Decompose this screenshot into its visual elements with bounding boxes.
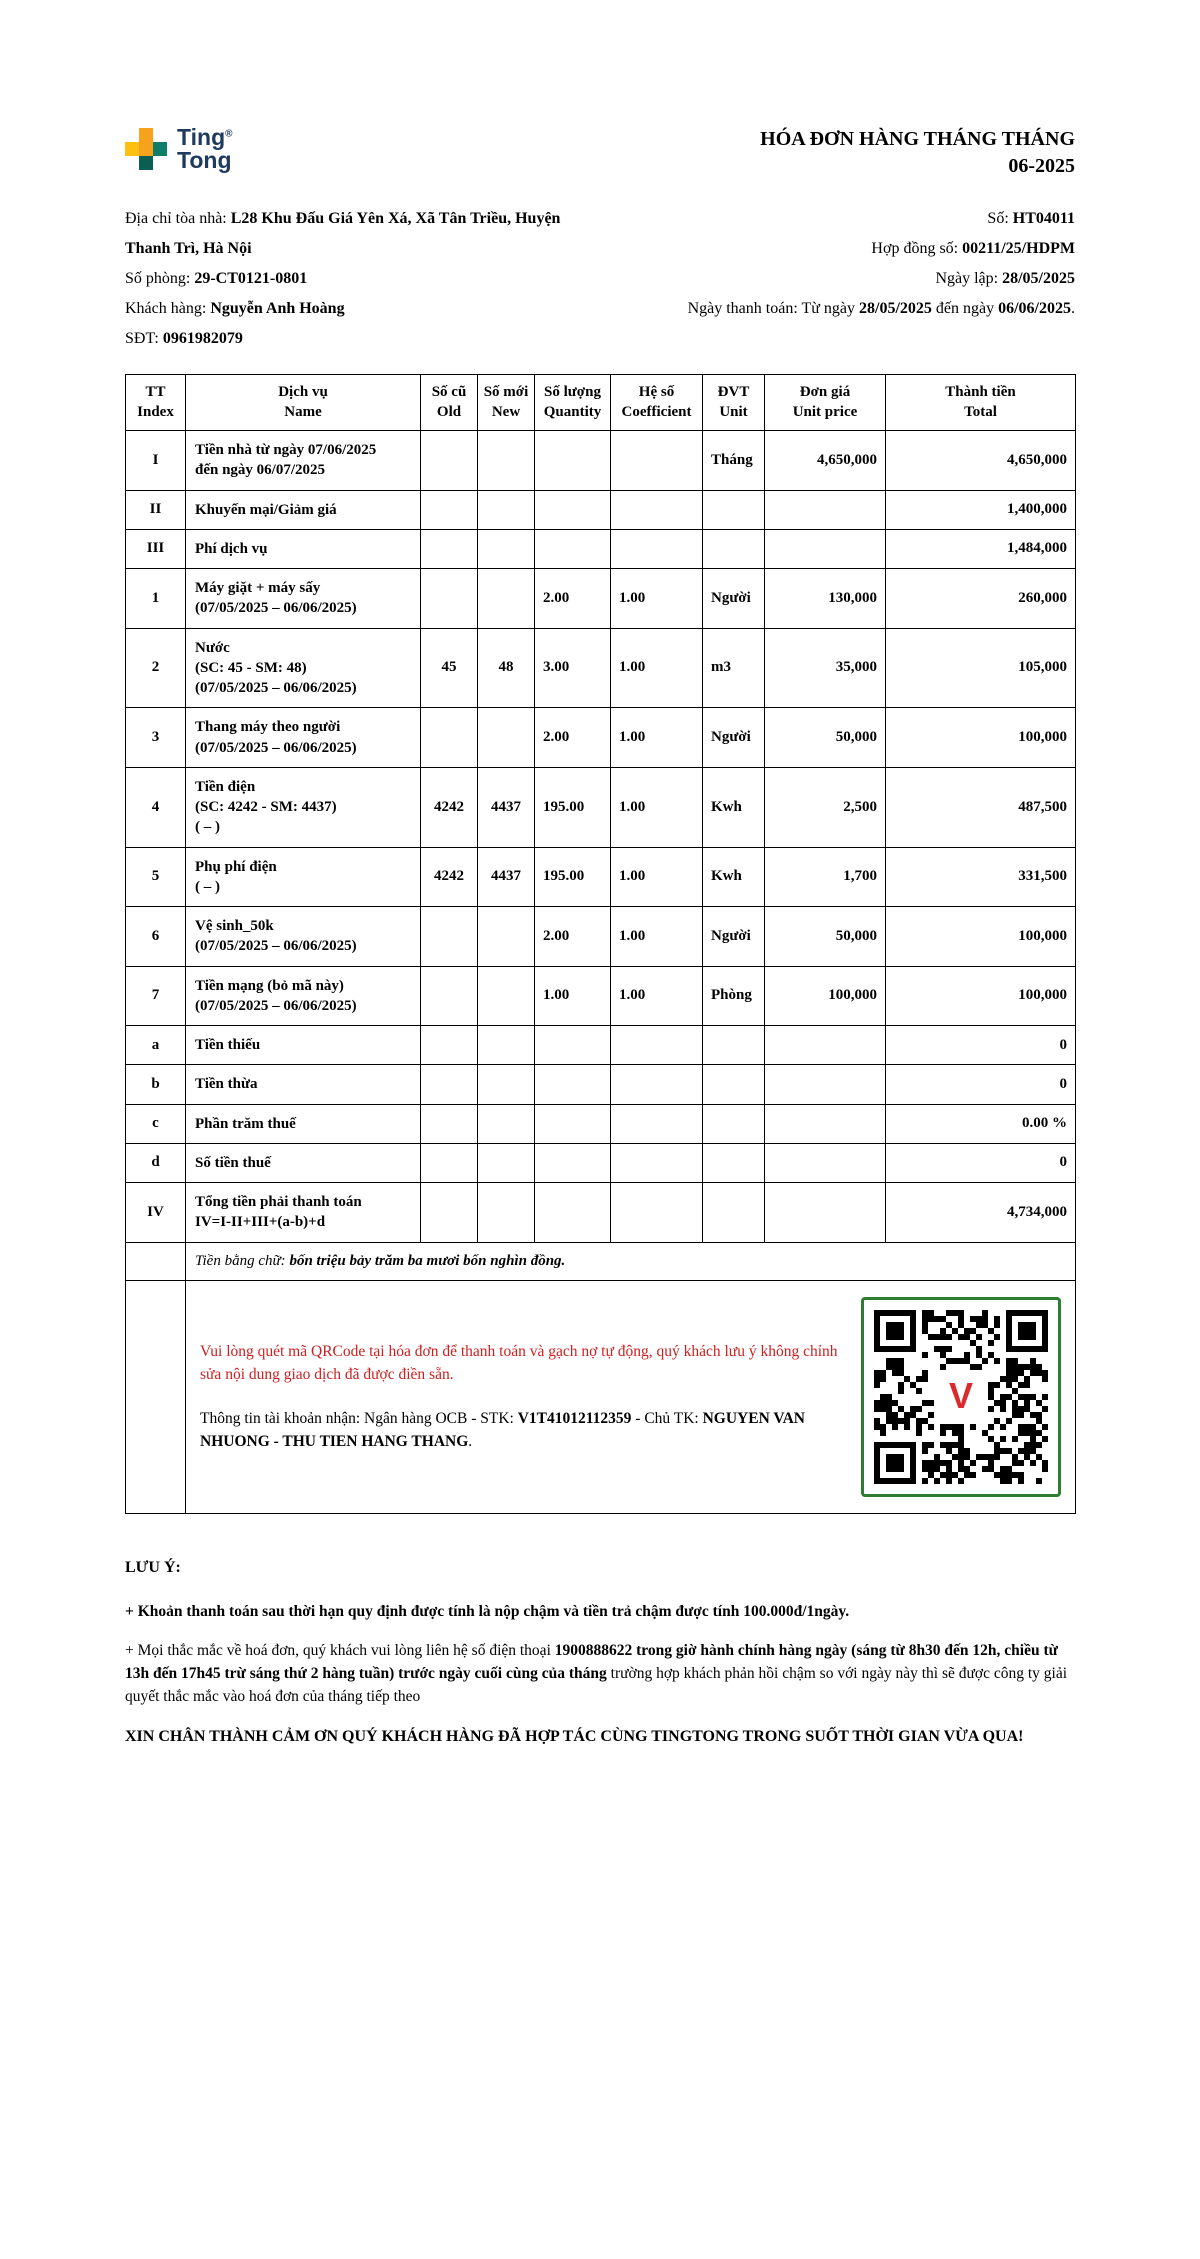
unit-price-cell: 4,650,000 <box>765 431 886 491</box>
old-reading-cell <box>421 708 478 768</box>
new-reading-cell <box>478 1104 535 1143</box>
service-name-cell <box>186 529 421 568</box>
table-row <box>126 1183 1076 1243</box>
row-index-cell: 7 <box>126 966 186 1026</box>
quantity-cell <box>535 431 611 491</box>
old-reading-cell <box>421 1065 478 1104</box>
unit-cell <box>703 1143 765 1182</box>
header-service: Dịch vụ Name <box>186 375 421 431</box>
unit-price-cell: 100,000 <box>765 966 886 1026</box>
quantity-cell <box>535 1026 611 1065</box>
total-cell: 1,400,000 <box>886 490 1076 529</box>
qr-instruction-text: Vui lòng quét mã QRCode tại hóa đơn để thanh toán và gạch nợ tự động, quý khách lưu ý không chỉnh sửa nội dung giao dịch đã được điền sẵn. <box>200 1343 838 1384</box>
table-row <box>126 966 1076 1026</box>
old-reading-cell <box>421 1104 478 1143</box>
table-row <box>126 1065 1076 1104</box>
header-old-reading: Số cũ Old <box>421 375 478 431</box>
phone-line: SĐT: 0961982079 <box>125 330 243 347</box>
row-index-cell: II <box>126 490 186 529</box>
service-name-line: Phí dịch vụ <box>195 540 268 557</box>
header-quantity: Số lượng Quantity <box>535 375 611 431</box>
invoice-info-right <box>595 204 1075 354</box>
empty-index-cell <box>126 1242 186 1280</box>
service-name-cell <box>186 847 421 907</box>
qr-code <box>861 1297 1061 1497</box>
payment-period-line: Ngày thanh toán: Từ ngày 28/05/2025 đến ngày 06/06/2025. <box>687 300 1075 317</box>
invoice-table-head <box>126 375 1076 431</box>
tingtong-logo <box>125 126 233 173</box>
unit-price-cell <box>765 1104 886 1143</box>
unit-price-cell <box>765 1065 886 1104</box>
table-row <box>126 1026 1076 1065</box>
total-cell: 331,500 <box>886 847 1076 907</box>
service-name-line: (SC: 45 - SM: 48) <box>195 659 307 676</box>
old-reading-cell <box>421 529 478 568</box>
table-row <box>126 708 1076 768</box>
new-reading-cell <box>478 966 535 1026</box>
quantity-cell: 2.00 <box>535 907 611 967</box>
coefficient-cell: 1.00 <box>611 569 703 629</box>
total-cell: 4,734,000 <box>886 1183 1076 1243</box>
service-name-cell <box>186 569 421 629</box>
payment-text-block <box>200 1340 841 1453</box>
payment-cell <box>186 1280 1076 1513</box>
coefficient-cell <box>611 1143 703 1182</box>
table-row <box>126 431 1076 491</box>
old-reading-cell <box>421 1183 478 1243</box>
new-reading-cell: 4437 <box>478 847 535 907</box>
header-index: TT Index <box>126 375 186 431</box>
old-reading-cell <box>421 490 478 529</box>
service-name-line: ( – ) <box>195 878 220 895</box>
new-reading-cell <box>478 1065 535 1104</box>
coefficient-cell: 1.00 <box>611 708 703 768</box>
invoice-table-footer <box>126 1242 1076 1513</box>
row-index-cell: 4 <box>126 767 186 847</box>
unit-price-cell <box>765 1143 886 1182</box>
coefficient-cell: 1.00 <box>611 966 703 1026</box>
room-number-line: Số phòng: 29-CT0121-0801 <box>125 270 308 287</box>
invoice-title: HÓA ĐƠN HÀNG THÁNG THÁNG 06-2025 <box>760 128 1075 177</box>
invoice-info <box>125 204 1075 354</box>
unit-price-cell: 130,000 <box>765 569 886 629</box>
quantity-cell <box>535 1143 611 1182</box>
table-row <box>126 847 1076 907</box>
footer-notes <box>125 1556 1075 1749</box>
invoice-number-line: Số: HT04011 <box>987 210 1075 227</box>
amount-in-words-label: Tiền bằng chữ: <box>195 1252 290 1269</box>
old-reading-cell <box>421 1026 478 1065</box>
thank-you-note: XIN CHÂN THÀNH CẢM ƠN QUÝ KHÁCH HÀNG ĐÃ HỢP TÁC CÙNG TINGTONG TRONG SUỐT THỜI GIAN VỪA QUA! <box>125 1727 1024 1745</box>
row-index-cell: d <box>126 1143 186 1182</box>
invoice-table <box>125 374 1076 1514</box>
service-name-line: IV=I-II+III+(a-b)+d <box>195 1214 326 1231</box>
old-reading-cell: 4242 <box>421 847 478 907</box>
unit-price-cell: 50,000 <box>765 708 886 768</box>
header-new-reading: Số mới New <box>478 375 535 431</box>
new-reading-cell: 48 <box>478 628 535 708</box>
contract-number-line: Hợp đồng số: 00211/25/HDPM <box>871 240 1075 257</box>
service-name-line: ( – ) <box>195 819 220 836</box>
total-cell: 487,500 <box>886 767 1076 847</box>
quantity-cell: 2.00 <box>535 708 611 768</box>
old-reading-cell: 4242 <box>421 767 478 847</box>
unit-cell <box>703 1104 765 1143</box>
service-name-cell <box>186 767 421 847</box>
quantity-cell: 195.00 <box>535 847 611 907</box>
svg-text:V: V <box>948 1374 974 1416</box>
unit-cell: m3 <box>703 628 765 708</box>
row-index-cell: 3 <box>126 708 186 768</box>
coefficient-cell <box>611 1183 703 1243</box>
service-name-cell <box>186 490 421 529</box>
quantity-cell: 1.00 <box>535 966 611 1026</box>
unit-price-cell <box>765 1183 886 1243</box>
unit-cell <box>703 529 765 568</box>
coefficient-cell: 1.00 <box>611 907 703 967</box>
old-reading-cell <box>421 431 478 491</box>
table-row <box>126 1143 1076 1182</box>
coefficient-cell <box>611 529 703 568</box>
service-name-cell <box>186 628 421 708</box>
old-reading-cell <box>421 569 478 629</box>
new-reading-cell <box>478 431 535 491</box>
coefficient-cell: 1.00 <box>611 628 703 708</box>
table-row <box>126 628 1076 708</box>
service-name-cell <box>186 966 421 1026</box>
table-row <box>126 1104 1076 1143</box>
quantity-cell <box>535 529 611 568</box>
service-name-line: Nước <box>195 639 230 656</box>
total-cell: 0.00 % <box>886 1104 1076 1143</box>
service-name-line: Tiền mạng (bỏ mã này) <box>195 977 344 994</box>
coefficient-cell <box>611 1026 703 1065</box>
row-index-cell: 5 <box>126 847 186 907</box>
old-reading-cell <box>421 966 478 1026</box>
unit-price-cell <box>765 490 886 529</box>
table-row <box>126 907 1076 967</box>
hotline-note: + Mọi thắc mắc về hoá đơn, quý khách vui lòng liên hệ số điện thoại 1900888622 trong giờ hành chính hàng ngày (sáng từ 8h30 đến 12h, chiều từ 13h đến 17h45 trừ sáng thứ 2 hàng tuần) trước ngày cuối cùng của tháng trường hợp khách phản hồi chậm so với ngày này thì sẽ được công ty giải quyết thắc mắc vào hoá đơn của tháng tiếp theo <box>125 1641 1068 1706</box>
service-name-cell <box>186 1143 421 1182</box>
empty-index-cell <box>126 1280 186 1513</box>
logo-text-line2: Tong <box>177 147 232 174</box>
coefficient-cell <box>611 490 703 529</box>
service-name-line: Thang máy theo người <box>195 719 341 736</box>
row-index-cell: b <box>126 1065 186 1104</box>
service-name-line: (07/05/2025 – 06/06/2025) <box>195 680 357 696</box>
quantity-cell <box>535 1183 611 1243</box>
quantity-cell: 195.00 <box>535 767 611 847</box>
total-cell: 105,000 <box>886 628 1076 708</box>
service-name-cell <box>186 1183 421 1243</box>
total-cell: 1,484,000 <box>886 529 1076 568</box>
coefficient-cell <box>611 1104 703 1143</box>
quantity-cell: 3.00 <box>535 628 611 708</box>
amount-in-words-value: bốn triệu bảy trăm ba mươi bốn nghìn đồng. <box>289 1252 566 1269</box>
new-reading-cell <box>478 569 535 629</box>
coefficient-cell <box>611 1065 703 1104</box>
total-cell: 4,650,000 <box>886 431 1076 491</box>
invoice-table-body <box>126 431 1076 1243</box>
invoice-info-left <box>125 204 595 354</box>
row-index-cell: 6 <box>126 907 186 967</box>
service-name-line: (07/05/2025 – 06/06/2025) <box>195 739 357 756</box>
registered-mark: ® <box>225 128 233 140</box>
table-row <box>126 569 1076 629</box>
customer-line: Khách hàng: Nguyễn Anh Hoàng <box>125 300 345 317</box>
service-name-line: Tiền nhà từ ngày 07/06/2025 <box>195 442 377 458</box>
invoice-page <box>125 0 1075 1749</box>
unit-cell <box>703 490 765 529</box>
unit-cell <box>703 1065 765 1104</box>
row-index-cell: 2 <box>126 628 186 708</box>
unit-cell: Phòng <box>703 966 765 1026</box>
new-reading-cell <box>478 1026 535 1065</box>
amount-in-words-cell <box>186 1242 1076 1280</box>
amount-in-words-row <box>126 1242 1076 1280</box>
qr-pattern <box>874 1310 1048 1484</box>
total-cell: 100,000 <box>886 966 1076 1026</box>
new-reading-cell <box>478 490 535 529</box>
service-name-line: Số tiền thuế <box>195 1154 271 1171</box>
header-unit: ĐVT Unit <box>703 375 765 431</box>
tingtong-logo-icon <box>125 128 167 170</box>
row-index-cell: c <box>126 1104 186 1143</box>
unit-price-cell: 50,000 <box>765 907 886 967</box>
service-name-cell <box>186 1065 421 1104</box>
old-reading-cell <box>421 1143 478 1182</box>
late-payment-note: + Khoản thanh toán sau thời hạn quy định được tính là nộp chậm và tiền trả chậm được tính 100.000đ/1ngày. <box>125 1602 850 1620</box>
row-index-cell: I <box>126 431 186 491</box>
total-cell: 0 <box>886 1065 1076 1104</box>
service-name-line: đến ngày 06/07/2025 <box>195 462 326 479</box>
service-name-line: (07/05/2025 – 06/06/2025) <box>195 938 357 955</box>
service-name-line: Tiền thiếu <box>195 1037 261 1053</box>
payment-row <box>126 1280 1076 1513</box>
service-name-line: Khuyến mại/Giảm giá <box>195 501 337 518</box>
unit-cell: Kwh <box>703 767 765 847</box>
service-name-cell <box>186 907 421 967</box>
unit-price-cell: 2,500 <box>765 767 886 847</box>
unit-cell <box>703 1026 765 1065</box>
coefficient-cell <box>611 431 703 491</box>
issue-date-line: Ngày lập: 28/05/2025 <box>935 270 1075 287</box>
quantity-cell <box>535 1104 611 1143</box>
service-name-cell <box>186 708 421 768</box>
service-name-cell <box>186 431 421 491</box>
unit-price-cell <box>765 529 886 568</box>
service-name-line: (SC: 4242 - SM: 4437) <box>195 799 337 815</box>
unit-cell: Người <box>703 708 765 768</box>
coefficient-cell: 1.00 <box>611 767 703 847</box>
service-name-cell <box>186 1104 421 1143</box>
service-name-line: Tiền thừa <box>195 1076 258 1093</box>
table-row <box>126 767 1076 847</box>
new-reading-cell <box>478 907 535 967</box>
unit-cell: Kwh <box>703 847 765 907</box>
unit-price-cell: 1,700 <box>765 847 886 907</box>
table-row <box>126 529 1076 568</box>
unit-cell: Người <box>703 569 765 629</box>
row-index-cell: 1 <box>126 569 186 629</box>
row-index-cell: III <box>126 529 186 568</box>
header-unit-price: Đơn giá Unit price <box>765 375 886 431</box>
new-reading-cell: 4437 <box>478 767 535 847</box>
old-reading-cell <box>421 907 478 967</box>
logo-text-line1: Ting® <box>177 124 233 150</box>
total-cell: 0 <box>886 1143 1076 1182</box>
notes-heading: LƯU Ý: <box>125 1558 181 1576</box>
service-name-line: (07/05/2025 – 06/06/2025) <box>195 600 357 617</box>
coefficient-cell: 1.00 <box>611 847 703 907</box>
service-name-line: Tiền điện <box>195 778 256 795</box>
quantity-cell <box>535 1065 611 1104</box>
header-coefficient: Hệ số Coefficient <box>611 375 703 431</box>
building-address-line: Địa chỉ tòa nhà: L28 Khu Đấu Giá Yên Xá, Xã Tân Triều, Huyện Thanh Trì, Hà Nội <box>125 210 561 257</box>
new-reading-cell <box>478 1183 535 1243</box>
row-index-cell: IV <box>126 1183 186 1243</box>
total-cell: 260,000 <box>886 569 1076 629</box>
service-name-line: (07/05/2025 – 06/06/2025) <box>195 997 357 1014</box>
total-cell: 100,000 <box>886 708 1076 768</box>
unit-cell <box>703 1183 765 1243</box>
service-name-line: Phần trăm thuế <box>195 1115 296 1132</box>
old-reading-cell: 45 <box>421 628 478 708</box>
row-index-cell: a <box>126 1026 186 1065</box>
total-cell: 100,000 <box>886 907 1076 967</box>
unit-cell: Người <box>703 907 765 967</box>
tingtong-logo-text <box>177 126 233 173</box>
total-cell: 0 <box>886 1026 1076 1065</box>
new-reading-cell <box>478 529 535 568</box>
service-name-line: Máy giặt + máy sấy <box>195 580 321 596</box>
new-reading-cell <box>478 1143 535 1182</box>
quantity-cell: 2.00 <box>535 569 611 629</box>
document-header <box>125 126 1075 180</box>
table-header-row <box>126 375 1076 431</box>
bank-account-text: Thông tin tài khoản nhận: Ngân hàng OCB - STK: V1T41012112359 - Chủ TK: NGUYEN VAN NHUONG - THU TIEN HANG THANG. <box>200 1409 805 1450</box>
unit-price-cell: 35,000 <box>765 628 886 708</box>
unit-cell: Tháng <box>703 431 765 491</box>
service-name-line: Phụ phí điện <box>195 858 277 875</box>
header-total: Thành tiền Total <box>886 375 1076 431</box>
quantity-cell <box>535 490 611 529</box>
table-row <box>126 490 1076 529</box>
service-name-line: Tổng tiền phải thanh toán <box>195 1194 362 1210</box>
new-reading-cell <box>478 708 535 768</box>
service-name-line: Vệ sinh_50k <box>195 918 274 934</box>
service-name-cell <box>186 1026 421 1065</box>
unit-price-cell <box>765 1026 886 1065</box>
